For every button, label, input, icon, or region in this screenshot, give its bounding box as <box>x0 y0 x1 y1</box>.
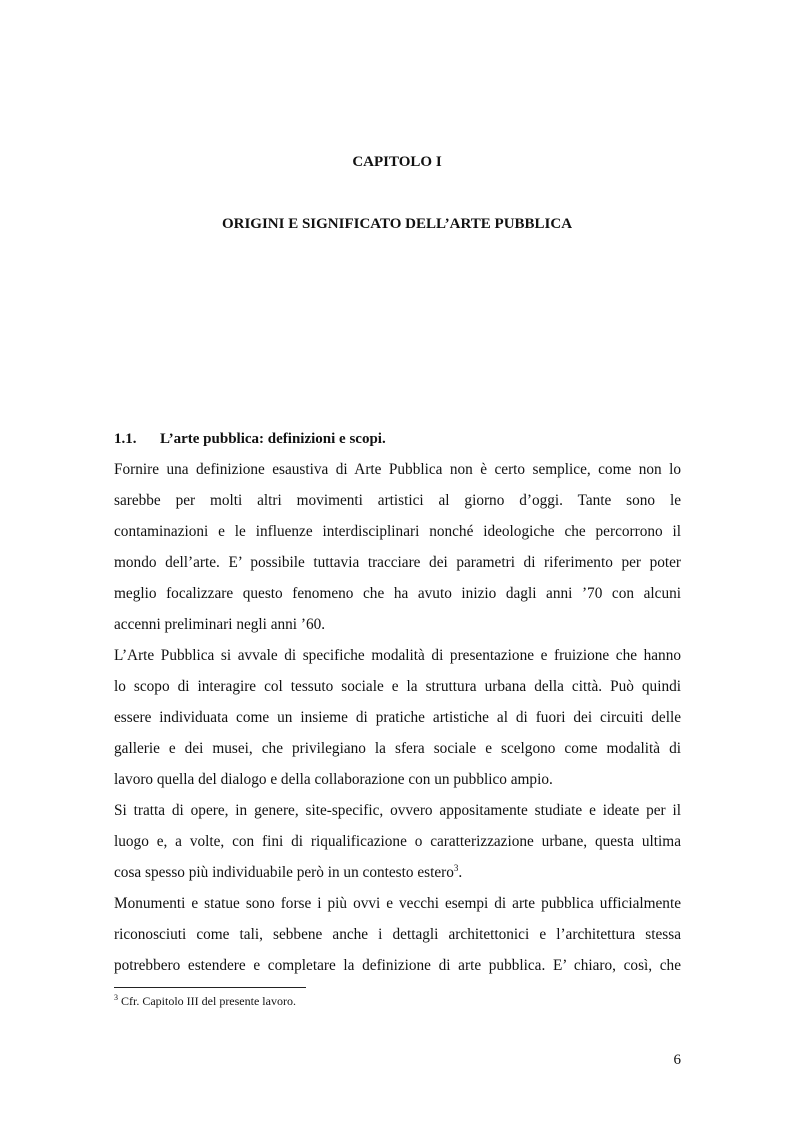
chapter-label: CAPITOLO I <box>352 154 442 170</box>
section-title: L’arte pubblica: definizioni e scopi. <box>160 431 386 447</box>
chapter-title: ORIGINI E SIGNIFICATO DELL’ARTE PUBBLICA <box>221 216 573 232</box>
body-line: Si tratta di opere, in genere, site-specific, ovvero appositamente studiate e ideate per il <box>114 802 681 819</box>
body-line <box>114 863 462 883</box>
section-heading <box>114 431 386 448</box>
page-number: 6 <box>673 1052 681 1068</box>
footnote-text: Cfr. Capitolo III del presente lavoro. <box>118 994 296 1008</box>
body-line: L’Arte Pubblica si avvale di specifiche modalità di presentazione e fruizione che hanno <box>114 647 681 664</box>
body-line: essere individuata come un insieme di pratiche artistiche al di fuori dei circuiti delle <box>114 709 681 726</box>
body-line: potrebbero estendere e completare la definizione di arte pubblica. E’ chiaro, così, che <box>114 957 681 974</box>
footnote-divider <box>114 987 306 988</box>
body-line: contaminazioni e le influenze interdisciplinari nonché ideologiche che percorrono il <box>114 523 681 540</box>
body-line: luogo e, a volte, con fini di riqualificazione o caratterizzazione urbane, questa ultima <box>114 833 681 850</box>
body-line: gallerie e dei musei, che privilegiano la sfera sociale e scelgono come modalità di <box>114 740 681 757</box>
body-line: mondo dell’arte. E’ possibile tuttavia tracciare dei parametri di riferimento per poter <box>114 554 681 571</box>
body-line: sarebbe per molti altri movimenti artistici al giorno d’oggi. Tante sono le <box>114 492 681 509</box>
body-line: Monumenti e statue sono forse i più ovvi e vecchi esempi di arte pubblica ufficialmente <box>114 895 681 912</box>
body-line: meglio focalizzare questo fenomeno che ha avuto inizio dagli anni ’70 con alcuni <box>114 585 681 602</box>
body-line: accenni preliminari negli anni ’60. <box>114 616 326 633</box>
body-line: Fornire una definizione esaustiva di Arte Pubblica non è certo semplice, come non lo <box>114 461 681 478</box>
section-number: 1.1. <box>114 431 137 447</box>
footnote-number: 3 <box>114 993 118 1002</box>
body-line: lo scopo di interagire col tessuto sociale e la struttura urbana della città. Può quindi <box>114 678 681 695</box>
body-line: riconosciuti come tali, sebbene anche i dettagli architettonici e l’architettura stessa <box>114 926 681 943</box>
footnote <box>114 994 296 1009</box>
footnote-reference[interactable]: 3 <box>453 863 459 873</box>
body-line-end: . <box>458 864 463 881</box>
body-line: lavoro quella del dialogo e della collaborazione con un pubblico ampio. <box>114 771 553 788</box>
body-line-text: cosa spesso più individuabile però in un contesto estero <box>114 864 454 881</box>
